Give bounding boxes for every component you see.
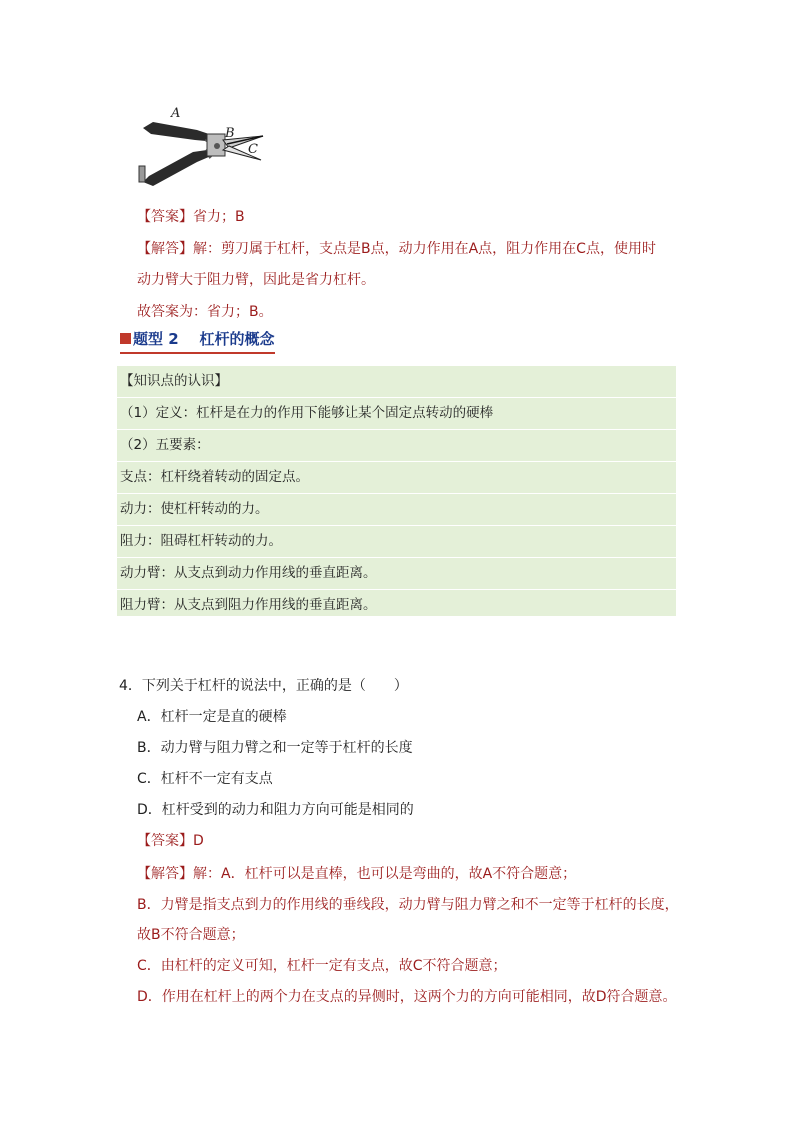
answer-value: D bbox=[193, 833, 204, 849]
q4-answer bbox=[137, 830, 204, 850]
label-b: B bbox=[225, 126, 235, 141]
q4-analysis-c: C．由杠杆的定义可知，杠杆一定有支点，故C不符合题意； bbox=[137, 958, 507, 974]
q3-analysis-line1 bbox=[137, 238, 656, 258]
knowledge-box bbox=[117, 366, 676, 616]
q3-analysis-line2: 动力臂大于阻力臂，因此是省力杠杆。 bbox=[137, 272, 375, 288]
q3-answer bbox=[137, 206, 245, 226]
knowledge-row: 动力：使杠杆转动的力。 bbox=[117, 494, 676, 526]
label-a: A bbox=[171, 106, 181, 121]
q4-option-d: D．杠杆受到的动力和阻力方向可能是相同的 bbox=[137, 802, 414, 818]
scissors-figure bbox=[135, 100, 265, 190]
answer-tag: 【答案】 bbox=[137, 209, 193, 225]
answer-tag: 【答案】 bbox=[137, 833, 193, 849]
knowledge-row: 阻力：阻碍杠杆转动的力。 bbox=[117, 526, 676, 558]
q3-conclusion: 故答案为：省力；B。 bbox=[137, 304, 273, 320]
q4-option-b: B．动力臂与阻力臂之和一定等于杠杆的长度 bbox=[137, 740, 413, 756]
section-title: 题型 2 杠杆的概念 bbox=[133, 330, 275, 348]
q4-stem: 4．下列关于杠杆的说法中，正确的是（ ） bbox=[119, 678, 408, 694]
q4-analysis-b2: 故B不符合题意； bbox=[137, 927, 245, 943]
square-bullet-icon bbox=[120, 333, 131, 344]
analysis-tag: 【解答】 bbox=[137, 241, 193, 257]
q4-analysis-b1: B．力臂是指支点到力的作用线的垂线段，动力臂与阻力臂之和不一定等于杠杆的长度， bbox=[137, 897, 679, 913]
analysis-text: 解：剪刀属于杠杆，支点是B点，动力作用在A点，阻力作用在C点，使用时 bbox=[193, 241, 656, 257]
knowledge-row: 支点：杠杆绕着转动的固定点。 bbox=[117, 462, 676, 494]
q4-option-c: C．杠杆不一定有支点 bbox=[137, 771, 273, 787]
knowledge-row: 动力臂：从支点到动力作用线的垂直距离。 bbox=[117, 558, 676, 590]
answer-value: 省力；B bbox=[193, 209, 245, 225]
knowledge-row: 阻力臂：从支点到阻力作用线的垂直距离。 bbox=[120, 597, 377, 613]
analysis-text: 解：A．杠杆可以是直棒，也可以是弯曲的，故A不符合题意； bbox=[193, 866, 577, 882]
knowledge-row: 【知识点的认识】 bbox=[117, 366, 676, 398]
q4-analysis-d: D．作用在杠杆上的两个力在支点的异侧时，这两个力的方向可能相同，故D符合题意。 bbox=[137, 989, 677, 1005]
section-heading bbox=[120, 328, 275, 354]
knowledge-row: （1）定义：杠杆是在力的作用下能够让某个固定点转动的硬棒 bbox=[117, 398, 676, 430]
q4-analysis-a bbox=[137, 863, 576, 883]
q4-option-a: A．杠杆一定是直的硬棒 bbox=[137, 709, 287, 725]
knowledge-row: （2）五要素： bbox=[117, 430, 676, 462]
analysis-tag: 【解答】 bbox=[137, 866, 193, 882]
label-c: C bbox=[248, 142, 258, 157]
